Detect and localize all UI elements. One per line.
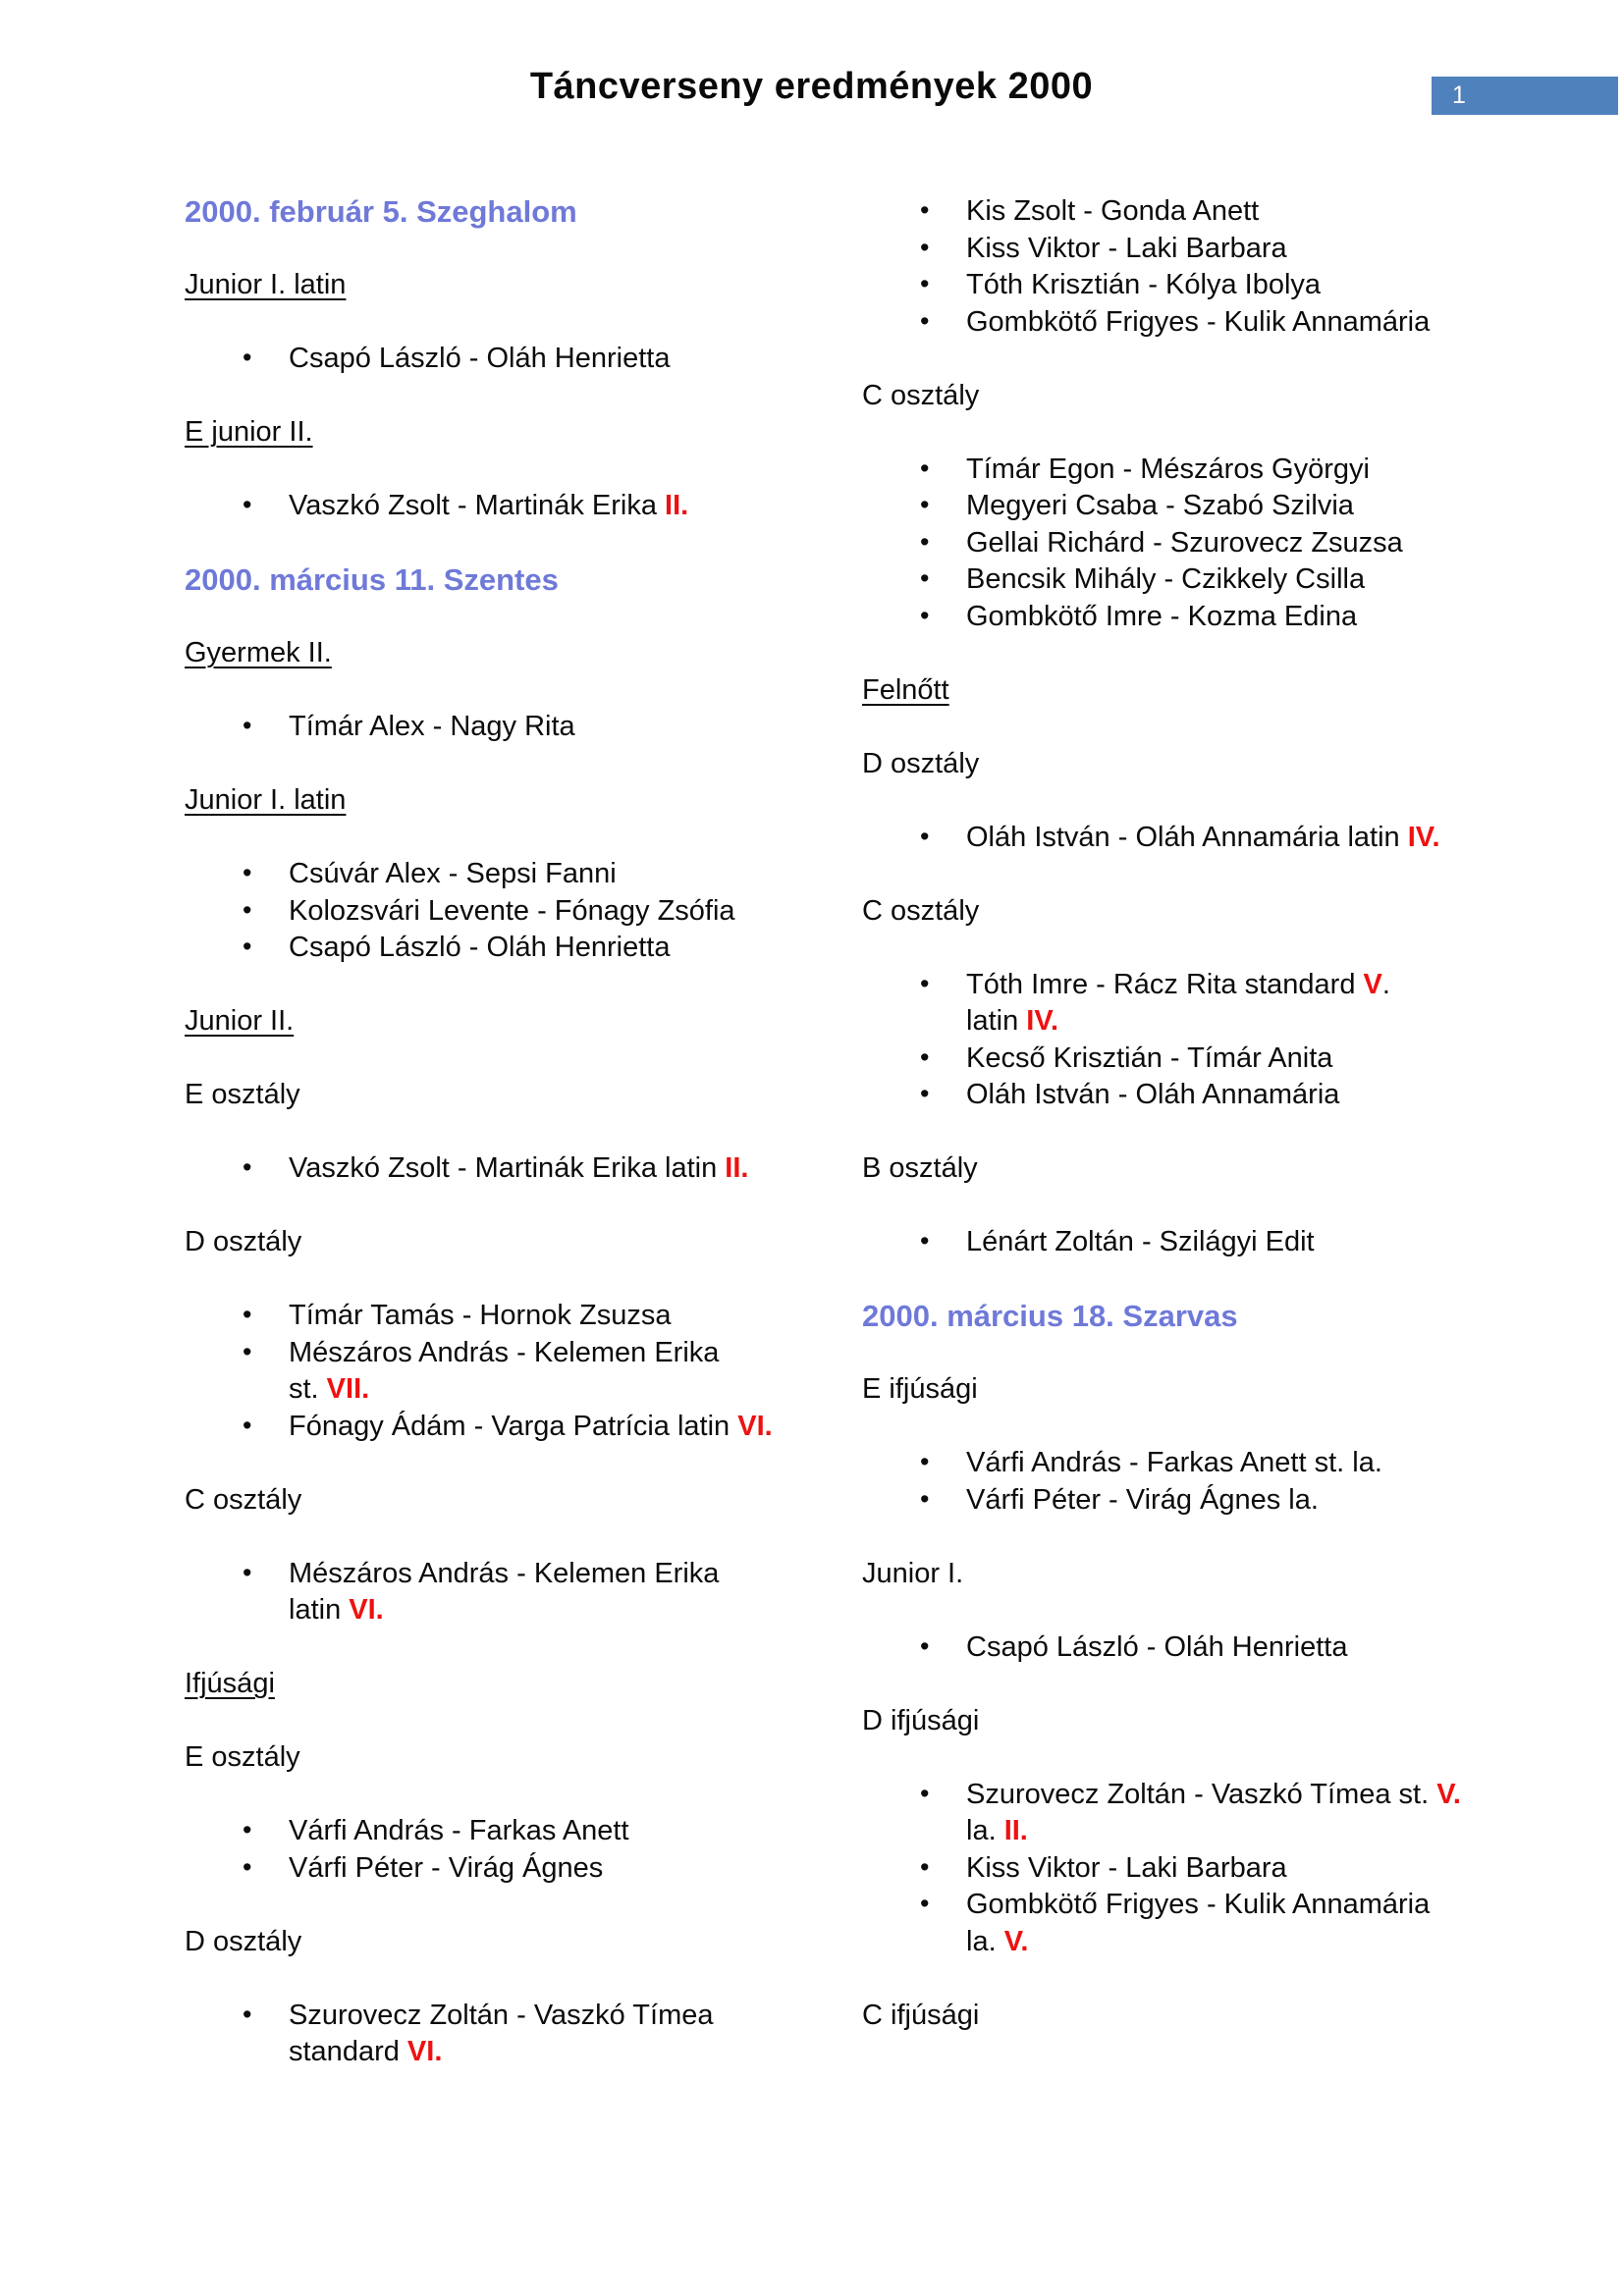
result-list: [862, 1629, 1608, 1667]
result-item: [185, 1335, 823, 1409]
bullet-icon: •: [920, 1041, 930, 1072]
section-heading: D osztály: [185, 1925, 302, 1957]
section-heading: E osztály: [185, 1079, 300, 1110]
section-heading-underlined: Ifjúsági: [185, 1668, 275, 1699]
result-text: [966, 306, 1430, 338]
result-item: [862, 561, 1608, 599]
bullet-icon: •: [920, 1483, 930, 1514]
section-heading: E ifjúsági: [862, 1373, 978, 1405]
couple-names: Szurovecz Zoltán - Vaszkó Tímea st.: [966, 1778, 1437, 1810]
placement-number: VI.: [406, 2036, 443, 2067]
couple-names: Várfi Péter - Virág Ágnes: [289, 1851, 604, 1884]
couple-names: Vaszkó Zsolt - Martinák Erika: [289, 490, 666, 521]
placement-number: V.: [1003, 1925, 1029, 1957]
result-list: [185, 1813, 823, 1887]
result-text: [966, 601, 1357, 632]
result-list: [862, 820, 1608, 857]
result-item: [862, 267, 1608, 304]
result-list: [862, 193, 1608, 341]
result-item: [185, 1150, 823, 1188]
result-text: [966, 454, 1370, 485]
date-heading: 2000. február 5. Szeghalom: [185, 194, 577, 229]
result-item: [862, 820, 1608, 857]
bullet-icon: •: [243, 1300, 252, 1329]
section-heading-underlined: Junior I. latin: [185, 269, 347, 300]
bullet-icon: •: [243, 1815, 252, 1844]
couple-names: Kis Zsolt - Gonda Anett: [966, 195, 1260, 227]
result-text: [966, 1226, 1315, 1257]
result-item: [185, 1556, 823, 1629]
couple-names: Fónagy Ádám - Varga Patrícia latin: [289, 1410, 738, 1442]
result-item: [862, 1077, 1608, 1114]
placement-number: V.: [1436, 1778, 1461, 1810]
result-item: [185, 488, 823, 525]
placement-number: VI.: [737, 1410, 773, 1442]
couple-names: Csapó László - Oláh Henrietta: [966, 1630, 1348, 1663]
bullet-icon: •: [920, 232, 930, 262]
result-item: [862, 1777, 1608, 1850]
result-item: [185, 893, 823, 931]
page-number-badge: [1432, 77, 1618, 115]
section-heading-underlined: Junior II.: [185, 1005, 295, 1037]
couple-names: Csúvár Alex - Sepsi Fanni: [289, 858, 617, 889]
couple-names: latin: [966, 1005, 1027, 1037]
couple-names: Gombkötő Frigyes - Kulik Annamária: [966, 305, 1431, 338]
bullet-icon: •: [920, 1778, 930, 1808]
couple-names: Tímár Tamás - Hornok Zsuzsa: [289, 1300, 672, 1331]
result-text: [289, 932, 670, 963]
placement-number: IV.: [1407, 821, 1440, 853]
section-heading: D osztály: [862, 747, 980, 779]
result-item: [862, 967, 1608, 1041]
placement-number: V: [1363, 968, 1382, 1000]
result-list: [185, 1298, 823, 1445]
bullet-icon: •: [243, 1999, 252, 2029]
section-heading-underlined: Junior I. latin: [185, 784, 347, 816]
column-left: [185, 193, 823, 2108]
result-text: [966, 1447, 1382, 1478]
result-item: [862, 488, 1608, 525]
couple-names: Mészáros András - Kelemen Erika: [289, 1336, 720, 1368]
result-text: [289, 490, 688, 521]
couple-names: Tóth Krisztián - Kólya Ibolya: [966, 269, 1322, 300]
page-number: 1: [1452, 81, 1466, 109]
result-list: [185, 1998, 823, 2071]
result-text: [289, 1411, 773, 1442]
result-item: [185, 856, 823, 893]
section-heading: C osztály: [185, 1483, 302, 1516]
couple-names: Kecső Krisztián - Tímár Anita: [966, 1041, 1333, 1074]
placement-number: VII.: [326, 1373, 370, 1405]
result-list: [185, 1556, 823, 1629]
result-text: [966, 1042, 1332, 1074]
bullet-icon: •: [920, 1889, 930, 1918]
result-list: [862, 1224, 1608, 1261]
result-text: [966, 527, 1403, 559]
result-item: [185, 1409, 823, 1446]
result-item: [862, 1629, 1608, 1667]
result-text: [289, 1852, 603, 1884]
column-right: [862, 193, 1608, 2071]
couple-names: Kolozsvári Levente - Fónagy Zsófia: [289, 894, 735, 927]
result-item: [862, 1224, 1608, 1261]
result-list: [185, 856, 823, 967]
result-text: [289, 2000, 713, 2068]
result-list: [185, 1150, 823, 1188]
bullet-icon: •: [920, 563, 930, 593]
result-text: [966, 1889, 1430, 1957]
document-title: Táncverseny eredmények 2000: [529, 66, 1094, 107]
result-text: [966, 1779, 1461, 1847]
result-item: [862, 452, 1608, 489]
couple-names: la.: [966, 1925, 1004, 1957]
couple-names: Megyeri Csaba - Szabó Szilvia: [966, 490, 1354, 521]
result-text: [289, 1300, 671, 1331]
result-item: [185, 1850, 823, 1888]
bullet-icon: •: [920, 1079, 930, 1108]
result-text: [289, 1337, 719, 1406]
couple-names: Bencsik Mihály - Czikkely Csilla: [966, 563, 1366, 595]
bullet-icon: •: [243, 490, 252, 519]
couple-names: standard: [289, 2036, 407, 2067]
couple-names: la.: [966, 1815, 1004, 1846]
placement-number: II.: [665, 490, 689, 521]
result-item: [862, 1482, 1608, 1520]
couple-names: latin: [289, 1594, 350, 1626]
section-heading-underlined: Gyermek II.: [185, 637, 332, 668]
couple-names: Kiss Viktor - Laki Barbara: [966, 232, 1287, 264]
couple-names: Várfi András - Farkas Anett: [289, 1815, 629, 1846]
bullet-icon: •: [920, 526, 930, 557]
bullet-icon: •: [243, 894, 252, 925]
result-text: [289, 858, 617, 889]
result-item: [185, 1813, 823, 1850]
bullet-icon: •: [243, 1410, 252, 1440]
bullet-icon: •: [920, 1851, 930, 1882]
result-text: [966, 1852, 1287, 1884]
result-item: [862, 599, 1608, 636]
bullet-icon: •: [920, 305, 930, 336]
section-heading: C osztály: [862, 379, 980, 411]
section-heading: D osztály: [185, 1226, 302, 1257]
result-item: [185, 930, 823, 967]
bullet-icon: •: [243, 1152, 252, 1182]
bullet-icon: •: [920, 1447, 930, 1476]
result-text: [289, 343, 670, 374]
result-item: [862, 525, 1608, 562]
couple-names: Csapó László - Oláh Henrietta: [289, 343, 671, 374]
bullet-icon: •: [920, 490, 930, 519]
couple-names: Lénárt Zoltán - Szilágyi Edit: [966, 1226, 1315, 1257]
section-heading: C ifjúsági: [862, 1999, 980, 2031]
placement-number: IV.: [1026, 1005, 1059, 1037]
bullet-icon: •: [243, 343, 252, 372]
section-heading: D ifjúsági: [862, 1704, 980, 1736]
result-text: [289, 711, 575, 742]
result-item: [862, 304, 1608, 342]
result-item: [862, 1850, 1608, 1888]
result-text: [966, 822, 1440, 853]
placement-number: VI.: [349, 1594, 384, 1626]
result-item: [862, 193, 1608, 231]
result-text: [966, 233, 1287, 264]
result-item: [862, 1445, 1608, 1482]
result-text: [289, 895, 735, 927]
result-text: [966, 1484, 1319, 1516]
result-list: [862, 1777, 1608, 1961]
result-text: [289, 1152, 748, 1184]
result-item: [862, 1041, 1608, 1078]
result-text: [966, 269, 1321, 300]
placement-number: II.: [725, 1152, 749, 1184]
couple-names: Várfi András - Farkas Anett st. la.: [966, 1447, 1382, 1478]
result-text: [289, 1558, 719, 1627]
result-text: [966, 969, 1390, 1038]
section-heading: E osztály: [185, 1741, 300, 1773]
section-heading: Junior I.: [862, 1557, 964, 1589]
section-heading: B osztály: [862, 1152, 978, 1184]
result-item: [862, 231, 1608, 268]
couple-names: Gellai Richárd - Szurovecz Zsuzsa: [966, 526, 1403, 559]
bullet-icon: •: [243, 858, 252, 887]
bullet-icon: •: [920, 821, 930, 851]
couple-names: Gombkötő Frigyes - Kulik Annamária: [966, 1889, 1431, 1920]
result-list: [185, 709, 823, 746]
result-text: [966, 563, 1365, 595]
couple-names: Várfi Péter - Virág Ágnes la.: [966, 1483, 1319, 1516]
couple-names: Szurovecz Zoltán - Vaszkó Tímea: [289, 1999, 714, 2031]
result-list: [185, 488, 823, 525]
result-item: [185, 1998, 823, 2071]
bullet-icon: •: [243, 711, 252, 740]
bullet-icon: •: [243, 1557, 252, 1587]
result-list: [862, 452, 1608, 636]
bullet-icon: •: [920, 1630, 930, 1661]
result-text: [966, 195, 1259, 227]
bullet-icon: •: [920, 600, 930, 630]
placement-number: II.: [1003, 1815, 1028, 1846]
bullet-icon: •: [920, 195, 930, 225]
result-text: [966, 1079, 1339, 1110]
couple-names: .: [1381, 968, 1390, 1000]
couple-names: Tímár Alex - Nagy Rita: [289, 711, 575, 742]
couple-names: Oláh István - Oláh Annamária: [966, 1079, 1340, 1110]
section-heading: C osztály: [862, 894, 980, 927]
bullet-icon: •: [920, 269, 930, 298]
result-list: [862, 1445, 1608, 1519]
bullet-icon: •: [920, 968, 930, 998]
bullet-icon: •: [243, 1851, 252, 1882]
couple-names: Kiss Viktor - Laki Barbara: [966, 1851, 1287, 1884]
section-heading-underlined: E junior II.: [185, 416, 313, 448]
bullet-icon: •: [920, 453, 930, 483]
couple-names: st.: [289, 1373, 327, 1405]
couple-names: Gombkötő Imre - Kozma Edina: [966, 600, 1358, 632]
result-item: [185, 341, 823, 378]
result-text: [966, 490, 1354, 521]
couple-names: Mészáros András - Kelemen Erika: [289, 1557, 720, 1589]
result-item: [185, 1298, 823, 1335]
couple-names: Vaszkó Zsolt - Martinák Erika latin: [289, 1152, 726, 1184]
couple-names: Oláh István - Oláh Annamária latin: [966, 821, 1408, 853]
result-text: [289, 1815, 629, 1846]
result-item: [185, 709, 823, 746]
bullet-icon: •: [243, 1336, 252, 1366]
bullet-icon: •: [920, 1226, 930, 1255]
result-list: [185, 341, 823, 378]
section-heading-underlined: Felnőtt: [862, 673, 949, 706]
result-list: [862, 967, 1608, 1114]
date-heading: 2000. március 11. Szentes: [185, 562, 559, 597]
date-heading: 2000. március 18. Szarvas: [862, 1299, 1238, 1333]
bullet-icon: •: [243, 932, 252, 961]
couple-names: Csapó László - Oláh Henrietta: [289, 932, 671, 963]
result-text: [966, 1631, 1347, 1663]
couple-names: Tímár Egon - Mészáros Györgyi: [966, 453, 1370, 485]
couple-names: Tóth Imre - Rácz Rita standard: [966, 968, 1364, 1000]
result-item: [862, 1887, 1608, 1960]
